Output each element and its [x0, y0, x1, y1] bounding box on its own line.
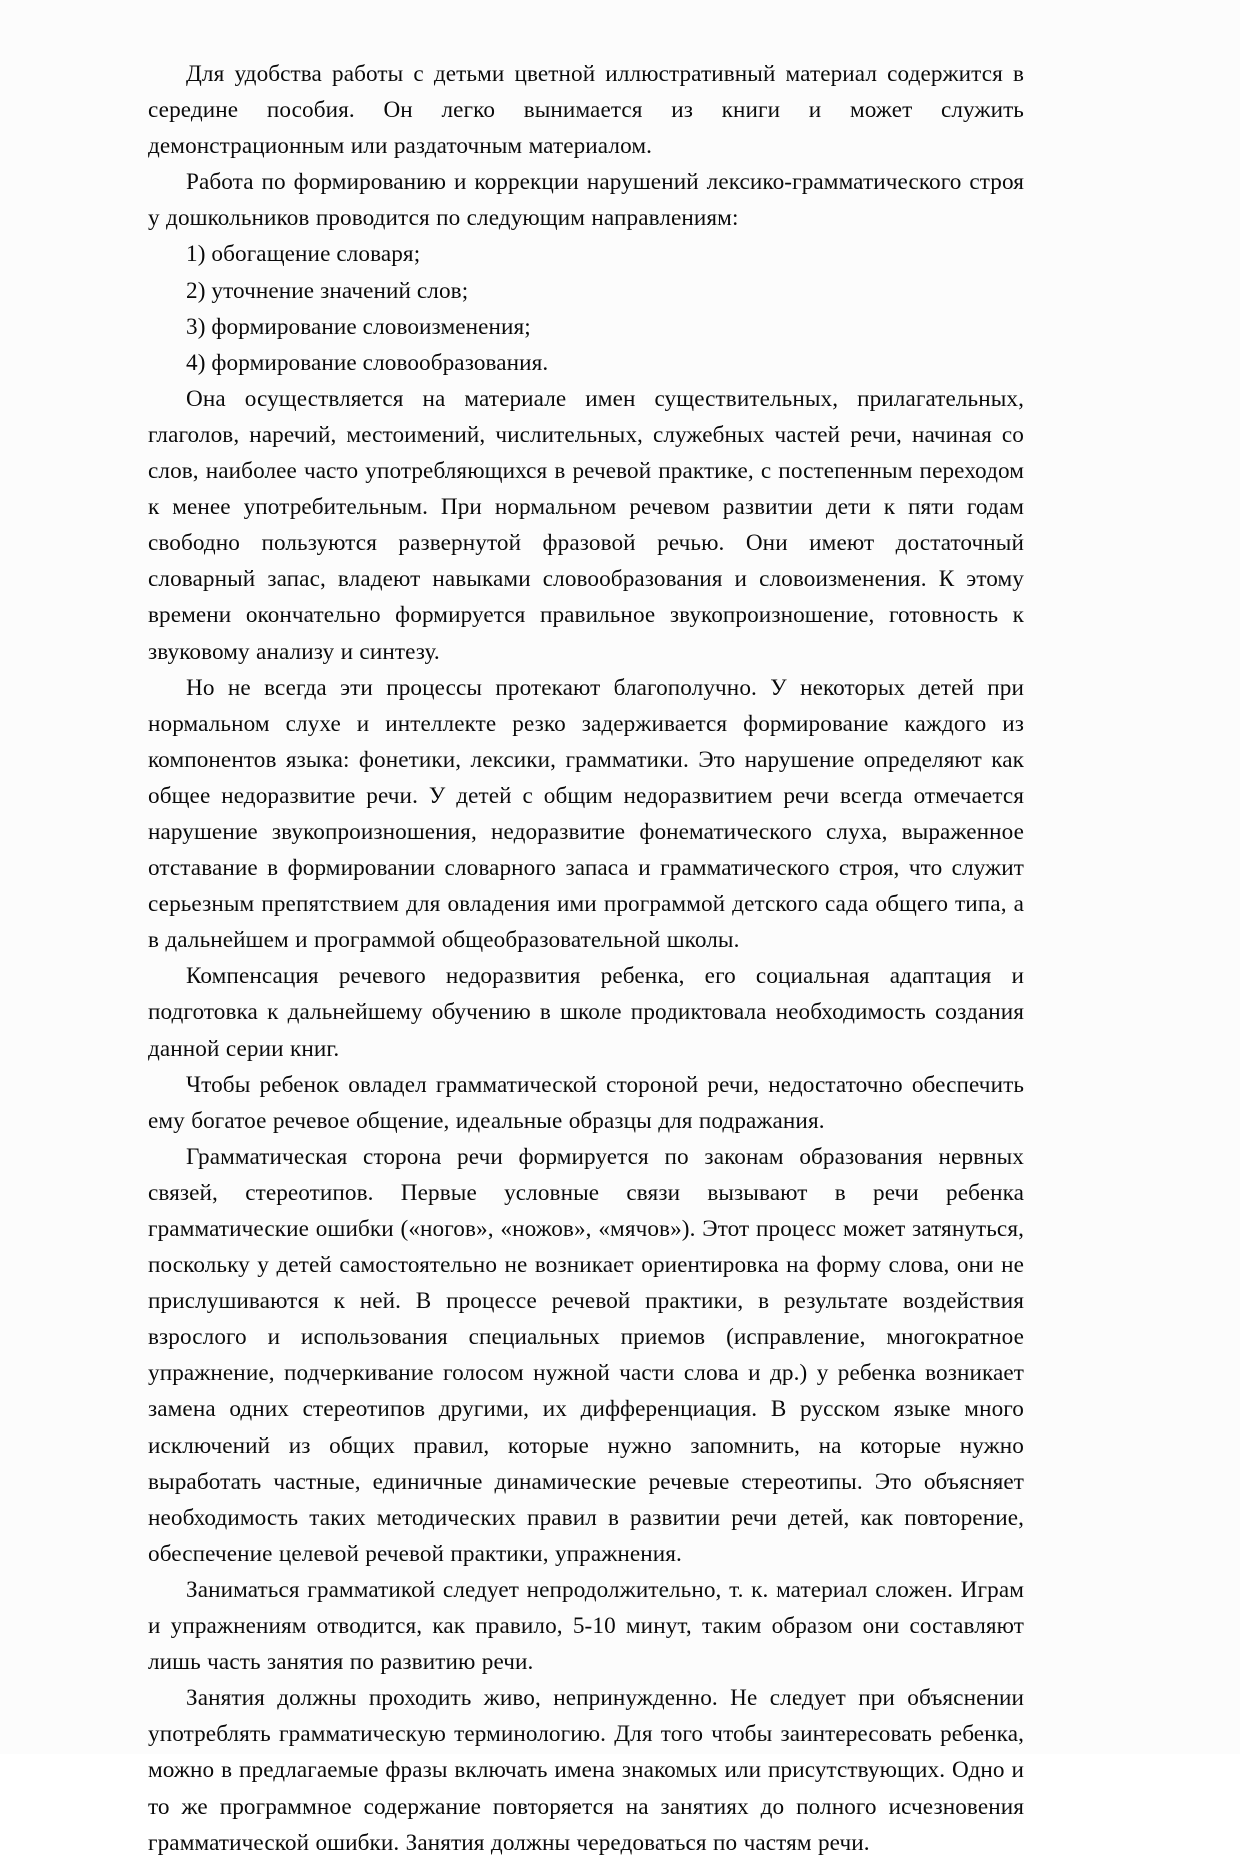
body-paragraph: Компенсация речевого недоразвития ребенка, его социальная адаптация и подготовка к дальнейшему обучению в школе продиктовала необходимость создания данной серии книг.	[148, 963, 1024, 1062]
list-item: 4) формирование словообразования.	[186, 349, 549, 376]
list-item: 1) обогащение словаря;	[186, 241, 421, 268]
body-paragraph: Она осуществляется на материале имен существительных, прилагательных, глаголов, наречий, местоимений, числительных, служебных частей речи, начиная со слов, наиболее часто употребляющихся в речевой практике, с постепенным переходом к менее употребительным. При нормальном речевом развитии дети к пяти годам свободно пользуются развернутой фразовой речью. Они имеют достаточный словарный запас, владеют навыками словообразования и словоизменения. К этому времени окончательно формируется правильное звукопроизношение, готовность к звуковому анализу и синтезу.	[148, 385, 1024, 665]
body-paragraph: Для удобства работы с детьми цветной иллюстративный материал содержится в середине пособия. Он легко вынимается из книги и может служить демонстрационным или раздаточным материалом.	[148, 61, 1024, 160]
body-paragraph: Работа по формированию и коррекции нарушений лексико-грамматического строя у дошкольников проводится по следующим направлениям:	[148, 169, 1024, 232]
body-paragraph: Грамматическая сторона речи формируется по законам образования нервных связей, стереотипов. Первые условные связи вызывают в речи ребенка грамматические ошибки («ногов», «ножов», «мячов»). Этот процесс может затянуться, поскольку у детей самостоятельно не возникает ориентировка на форму слова, они не прислушиваются к ней. В процессе речевой практики, в результате воздействия взрослого и использования специальных приемов (исправление, многократное упражнение, подчеркивание голосом нужной части слова и др.) у ребенка возникает замена одних стереотипов другими, их дифференциация. В русском языке много исключений из общих правил, которые нужно запомнить, на которые нужно выработать частные, единичные динамические речевые стереотипы. Это объясняет необходимость таких методических правил в развитии речи детей, как повторение, обеспечение целевой речевой практики, упражнения.	[148, 1143, 1024, 1567]
body-paragraph: Чтобы ребенок овладел грамматической стороной речи, недостаточно обеспечить ему богатое речевое общение, идеальные образцы для подражания.	[148, 1071, 1024, 1134]
list-item: 2) уточнение значений слов;	[186, 277, 469, 304]
body-text-column	[148, 56, 1024, 1861]
body-paragraph: Но не всегда эти процессы протекают благополучно. У некоторых детей при нормальном слухе и интеллекте резко задерживается формирование каждого из компонентов языка: фонетики, лексики, грамматики. Это нарушение определяют как общее недоразвитие речи. У детей с общим недоразвитием речи всегда отмечается нарушение звукопроизношения, недоразвитие фонематического слуха, выраженное отставание в формировании словарного запаса и грамматического строя, что служит серьезным препятствием для овладения ими программой детского сада общего типа, а в дальнейшем и программой общеобразовательной школы.	[148, 674, 1024, 954]
body-paragraph: Заниматься грамматикой следует непродолжительно, т. к. материал сложен. Играм и упражнениям отводится, как правило, 5-10 минут, таким образом они составляют лишь часть занятия по развитию речи.	[148, 1576, 1024, 1676]
body-paragraph: Занятия должны проходить живо, непринужденно. Не следует при объяснении употреблять грамматическую терминологию. Для того чтобы заинтересовать ребенка, можно в предлагаемые фразы включать имена знакомых или присутствующих. Одно и то же программное содержание повторяется на занятиях до полного исчезновения грамматической ошибки. Занятия должны чередоваться по частям речи.	[148, 1685, 1024, 1856]
list-item: 3) формирование словоизменения;	[186, 313, 531, 340]
